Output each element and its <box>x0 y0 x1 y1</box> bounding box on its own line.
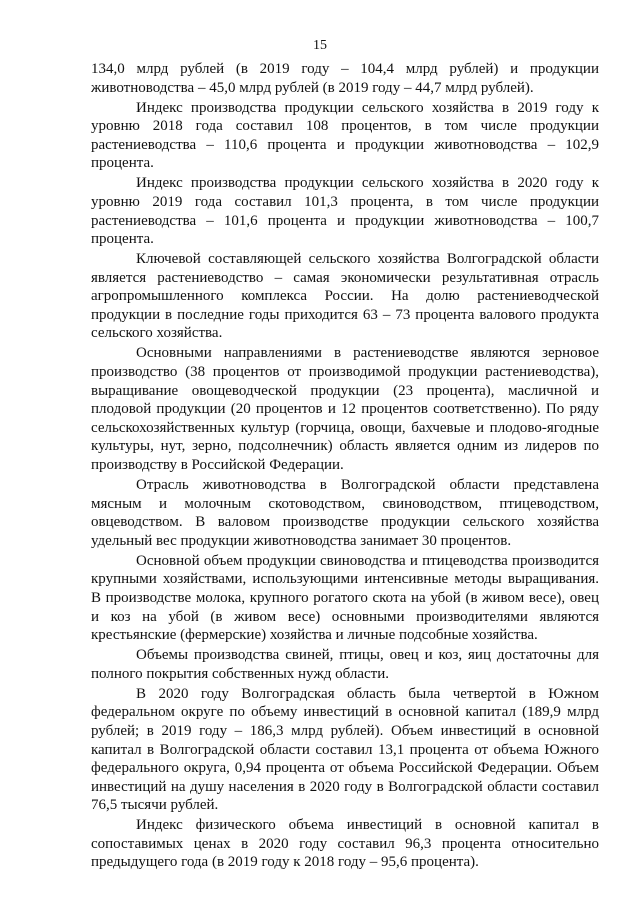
page-number: 15 <box>313 38 327 53</box>
paragraph-continuation: 134,0 млрд рублей (в 2019 году – 104,4 млрд рублей) и продукции животноводства – 45,0 млрд рублей (в 2019 году – 44,7 млрд рублей). <box>91 61 599 96</box>
paragraph-crop-directions: Основными направлениями в растениеводстве являются зерновое производство (38 процентов от производимой продукции растениеводства), выращивание овощеводческой продукции (23 процента), масличной и плодовой продукции (20 процентов и 12 процентов соответственно). По ряду сельскохозяйственных культур (горчица, овощи, бахчевые и плодово-ягодные культуры, нут, зерно, подсолнечник) область является одним из лидеров по производству в Российской Федерации. <box>91 345 599 474</box>
document-body <box>91 60 599 873</box>
paragraph-pig-poultry: Основной объем продукции свиноводства и птицеводства производится крупными хозяйствами, использующими интенсивные методы выращивания. В производстве молока, крупного рогатого скота на убой (в живом весе), овец и коз на убой (в живом весе) основными производителями являются крестьянские (фермерские) хозяйства и личные подсобные хозяйства. <box>91 552 599 644</box>
paragraph-investment-index: Индекс физического объема инвестиций в основной капитал в сопоставимых ценах в 2020 году составил 96,3 процента относительно предыдущего года (в 2019 году к 2018 году – 95,6 процента). <box>91 817 599 871</box>
paragraph-index-2020: Индекс производства продукции сельского хозяйства в 2020 году к уровню 2019 года составил 101,3 процента, в том числе продукции растениеводства – 101,6 процента и продукции животноводства – 100,7 процента. <box>91 175 599 248</box>
paragraph-index-2019: Индекс производства продукции сельского хозяйства в 2019 году к уровню 2018 года составил 108 процентов, в том числе продукции растениеводства – 110,6 процента и продукции животноводства – 102,9 процента. <box>91 99 599 172</box>
paragraph-production-volumes: Объемы производства свиней, птицы, овец и коз, яиц достаточны для полного покрытия собственных нужд области. <box>91 647 599 682</box>
paragraph-investments: В 2020 году Волгоградская область была четвертой в Южном федеральном округе по объему инвестиций в основной капитал (189,9 млрд рублей; в 2019 году – 186,3 млрд рублей). Объем инвестиций в основной капитал в Волгоградской области составил 13,1 процента от объема Южного федерального округа, 0,94 процента от объема Российской Федерации. Объем инвестиций на душу населения в 2020 году в Волгоградской области составил 76,5 тысячи рублей. <box>91 685 599 814</box>
paragraph-livestock: Отрасль животноводства в Волгоградской области представлена мясным и молочным скотоводством, свиноводством, птицеводством, овцеводством. В валовом производстве продукции сельского хозяйства удельный вес продукции животноводства занимает 30 процентов. <box>91 477 599 549</box>
paragraph-crop-production: Ключевой составляющей сельского хозяйства Волгоградской области является растениеводство – самая экономически результативная отрасль агропромышленного комплекса России. На долю растениеводческой продукции в последние годы приходится 63 – 73 процента валового продукта сельского хозяйства. <box>91 251 599 342</box>
